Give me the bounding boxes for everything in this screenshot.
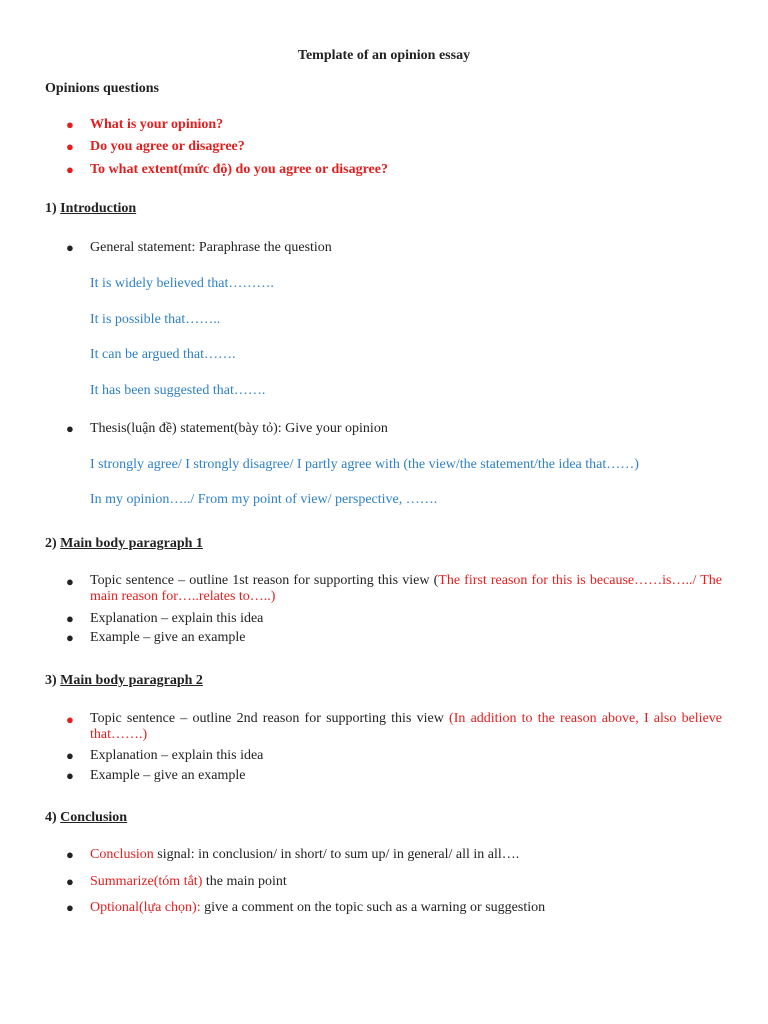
example-phrase: It has been suggested that……. [90, 383, 266, 398]
topic-text: Topic sentence – outline 2nd reason for supporting this view [90, 711, 450, 726]
section-title: Introduction [60, 201, 137, 216]
section-title: Conclusion [60, 810, 128, 825]
conclusion-heading [45, 810, 127, 826]
bullet-icon: ● [66, 874, 74, 889]
topic-sentence [90, 573, 722, 605]
summarize-text: the main point [202, 874, 287, 889]
bullet-icon: ● [66, 768, 74, 783]
opinion-question: To what extent(mức độ) do you agree or disagree? [90, 162, 388, 177]
bullet-icon: ● [66, 712, 74, 727]
optional-text: give a comment on the topic such as a warning or suggestion [200, 900, 546, 915]
conclusion-signal [90, 846, 519, 863]
section-title: Main body paragraph 2 [60, 673, 203, 688]
topic-example: (In addition to the reason above, I also believe that…….) [90, 711, 722, 742]
bullet-icon: ● [66, 421, 74, 436]
section-number: 3) [45, 673, 61, 688]
topic-example: The first reason for this is because……is…../ The main reason for…..relates to…..) [90, 573, 722, 604]
section-title: Main body paragraph 1 [60, 536, 203, 551]
example-phrase: It is widely believed that………. [90, 276, 274, 291]
thesis-statement: Thesis(luận đề) statement(bày tỏ): Give your opinion [90, 421, 388, 436]
bullet-icon: ● [66, 117, 74, 132]
bullet-icon: ● [66, 162, 74, 177]
conclusion-optional [90, 899, 545, 916]
bullet-icon: ● [66, 847, 74, 862]
example-phrase: It can be argued that……. [90, 347, 236, 362]
topic-sentence [90, 711, 722, 743]
section-number: 2) [45, 536, 61, 551]
thesis-example: I strongly agree/ I strongly disagree/ I partly agree with (the view/the statement/the idea that……) [90, 457, 639, 472]
introduction-heading [45, 201, 136, 217]
opinion-question: What is your opinion? [90, 117, 224, 132]
explanation: Explanation – explain this idea [90, 611, 264, 626]
opinion-question: Do you agree or disagree? [90, 139, 245, 154]
body1-heading [45, 536, 203, 552]
section-number: 1) [45, 201, 61, 216]
conclusion-summarize [90, 873, 287, 890]
bullet-icon: ● [66, 139, 74, 154]
page-title: Template of an opinion essay [297, 48, 471, 63]
bullet-icon: ● [66, 748, 74, 763]
bullet-icon: ● [66, 630, 74, 645]
opinions-heading: Opinions questions [45, 81, 159, 96]
body2-heading [45, 673, 203, 689]
section-number: 4) [45, 810, 61, 825]
general-statement: General statement: Paraphrase the question [90, 240, 332, 255]
bullet-icon: ● [66, 611, 74, 626]
example: Example – give an example [90, 768, 246, 783]
topic-text: Topic sentence – outline 1st reason for supporting this view ( [90, 573, 439, 588]
optional-label: Optional(lựa chọn): [90, 900, 201, 915]
summarize-label: Summarize(tóm tắt) [90, 874, 203, 889]
explanation: Explanation – explain this idea [90, 748, 264, 763]
bullet-icon: ● [66, 900, 74, 915]
bullet-icon: ● [66, 574, 74, 589]
bullet-icon: ● [66, 240, 74, 255]
conclusion-label: Conclusion [90, 847, 154, 862]
thesis-example: In my opinion…../ From my point of view/ perspective, ……. [90, 492, 438, 507]
example: Example – give an example [90, 630, 246, 645]
example-phrase: It is possible that…….. [90, 312, 221, 327]
conclusion-text: signal: in conclusion/ in short/ to sum up/ in general/ all in all…. [153, 847, 520, 862]
